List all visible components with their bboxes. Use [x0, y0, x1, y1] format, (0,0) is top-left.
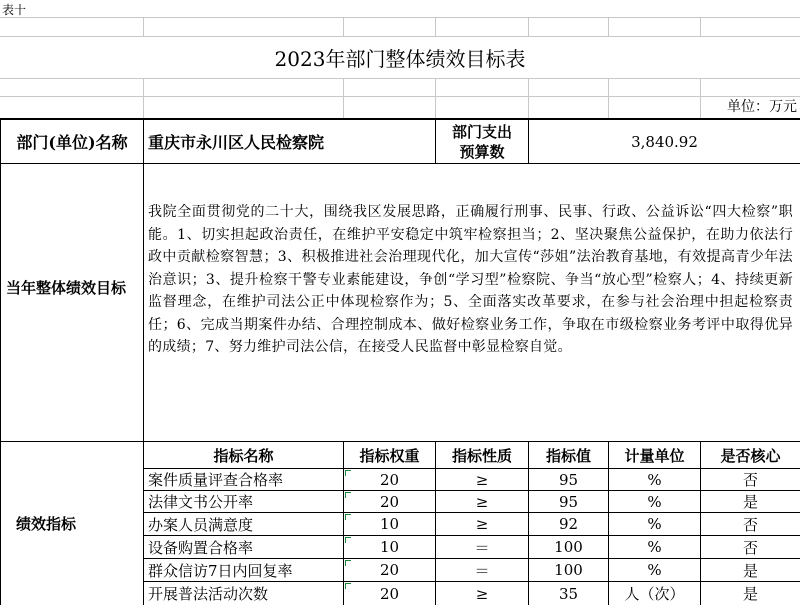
cell-marker: [345, 583, 351, 589]
indicator-weight: 10: [379, 538, 400, 556]
dept-name-label: 部门(单位)名称: [16, 133, 128, 152]
indicator-unit: %: [647, 470, 662, 489]
gridline: [143, 17, 144, 36]
goal-text: 我院全面贯彻党的二十大，围绕我区发展思路，正确履行刑事、民事、行政、公益诉讼“四大检察”职能。1、切实担起政治责任，在维护平安稳定中筑牢检察担当；2、坚决聚焦公益保护，在助力依法行政中贡献检察智慧；3、积极推进社会治理现代化，加大宣传“莎姐”法治教育基地，有效提高青少年法治意识；3、提升检察干警专业素能建设，争创“学习型”检察院、争当“放心型”检察人；4、持续更新监督理念，在维护司法公正中体现检察作为；5、全面落实改革要求，在参与社会治理中担起检察责任；6、完成当期案件办结、合理控制成本、做好检察业务工作，争取在市级检察业务考评中取得优异的成绩；7、努力维护司法公信，在接受人民监督中彰显检察自觉。: [148, 204, 793, 355]
indicator-weight: 20: [379, 492, 400, 511]
indicator-unit: %: [647, 492, 662, 511]
dept-name-value: 重庆市永川区人民检察院: [148, 133, 325, 152]
header-nature: 指标性质: [451, 446, 512, 465]
header-value: 指标值: [545, 446, 591, 465]
cell-marker: [345, 537, 351, 543]
cell-marker: [345, 492, 351, 498]
indicator-weight: 20: [379, 584, 400, 603]
gridline: [343, 17, 344, 36]
indicator-name: 法律文书公开率: [148, 493, 254, 511]
gridline: [143, 78, 144, 118]
indicator-name: 群众信访7日内回复率: [148, 561, 293, 580]
indicator-value: 35: [558, 584, 579, 603]
indicator-value: 100: [554, 561, 583, 579]
indicator-weight: 10: [379, 515, 400, 533]
indicator-core: 否: [742, 471, 758, 489]
budget-label-line2: 预算数: [459, 143, 505, 161]
goal-label: 当年整体绩效目标: [6, 279, 127, 297]
page-title: 2023年部门整体绩效目标表: [274, 46, 526, 71]
indicator-unit: %: [647, 561, 662, 579]
indicator-value: 95: [558, 470, 579, 489]
indicator-nature: ≥: [475, 584, 489, 603]
gridline: [528, 17, 529, 36]
cell-marker: [345, 470, 351, 476]
cell-marker: [345, 560, 351, 566]
indicator-nature: ＝: [474, 538, 490, 557]
indicator-name: 开展普法活动次数: [148, 585, 269, 603]
indicator-core: 否: [742, 515, 758, 534]
table-border: [0, 163, 800, 164]
gridline: [608, 78, 609, 118]
indicator-name: 办案人员满意度: [148, 515, 254, 534]
unit-label: 单位：万元: [727, 99, 797, 115]
header-unit: 计量单位: [624, 446, 685, 465]
indicator-name: 案件质量评查合格率: [148, 471, 284, 489]
indicator-nature: ≥: [475, 492, 489, 511]
header-name: 指标名称: [213, 446, 274, 465]
header-core: 是否核心: [720, 446, 781, 465]
sheet-label: 表十: [2, 3, 27, 17]
indicator-value: 92: [558, 515, 579, 533]
budget-value: 3,840.92: [631, 132, 698, 151]
indicator-core: 是: [742, 561, 758, 580]
gridline: [0, 96, 800, 97]
indicator-unit: %: [647, 515, 662, 533]
budget-label: [436, 122, 528, 163]
indicator-name: 设备购置合格率: [148, 538, 254, 557]
cell-marker: [345, 514, 351, 520]
indicator-core: 是: [742, 585, 758, 603]
indicator-unit: 人（次）: [624, 585, 685, 603]
gridline: [608, 17, 609, 36]
indicator-nature: ≥: [475, 515, 489, 533]
indicator-weight: 20: [379, 470, 400, 489]
gridline: [528, 78, 529, 118]
indicators-label: 绩效指标: [15, 515, 76, 533]
indicator-core: 是: [742, 493, 758, 511]
indicator-value: 95: [558, 492, 579, 511]
indicator-core: 否: [742, 538, 758, 557]
gridline: [700, 17, 701, 36]
indicator-nature: ≥: [475, 470, 489, 489]
indicator-weight: 20: [379, 561, 400, 579]
gridline: [435, 17, 436, 36]
gridline: [0, 78, 800, 79]
indicator-unit: %: [647, 538, 662, 556]
header-weight: 指标权重: [359, 446, 420, 465]
indicator-nature: ＝: [474, 561, 490, 580]
indicator-value: 100: [554, 538, 583, 556]
gridline: [435, 78, 436, 118]
gridline: [0, 17, 800, 18]
gridline: [343, 78, 344, 118]
budget-label-line1: 部门支出: [451, 123, 512, 141]
